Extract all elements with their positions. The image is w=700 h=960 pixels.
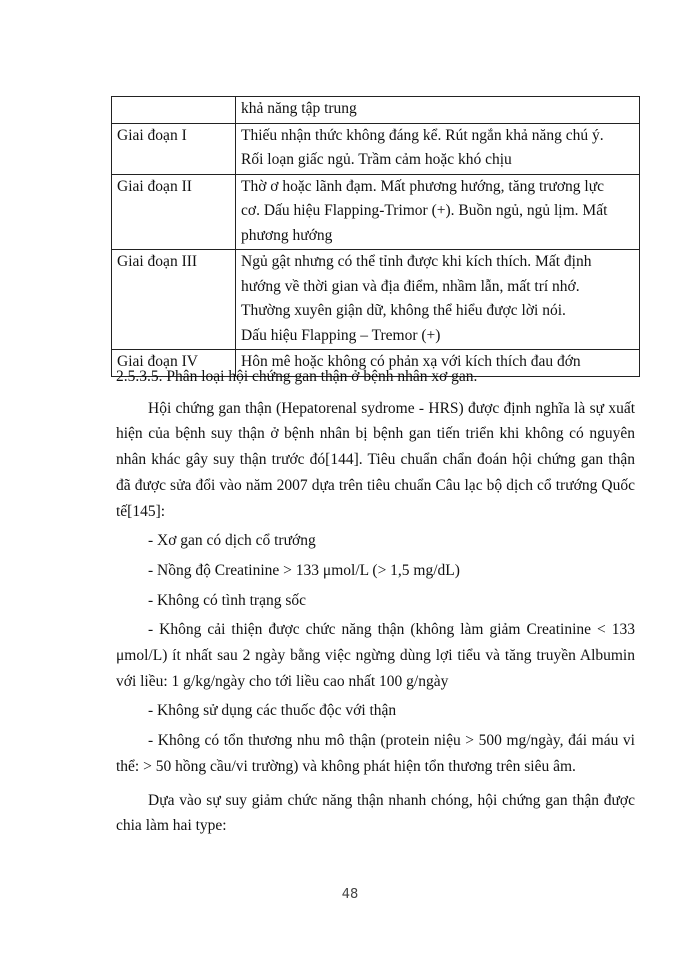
- stage-label: Giai đoạn I: [112, 123, 236, 174]
- table-row: [112, 250, 640, 350]
- stage-description: [236, 250, 640, 350]
- body-text: [116, 364, 635, 839]
- description-line: Thường xuyên giận dữ, không thể hiểu được lời nói.: [241, 302, 566, 319]
- criterion-item: - Không cải thiện được chức năng thận (không làm giảm Creatinine < 133 μmol/L) ít nhất sau 2 ngày bằng việc ngừng dùng lợi tiểu và tăng truyền Albumin với liều: 1 g/kg/ngày cho tới liều cao nhất 100 g/ngày: [116, 621, 635, 690]
- stage-label: Giai đoạn IV: [112, 350, 236, 377]
- description-line: Rối loạn giấc ngủ. Trầm cảm hoặc khó chịu: [241, 151, 512, 168]
- stage-label: Giai đoạn II: [112, 174, 236, 250]
- stage-label: Giai đoạn III: [112, 250, 236, 350]
- criterion-item: - Nồng độ Creatinine > 133 μmol/L (> 1,5 mg/dL): [148, 561, 460, 579]
- table-row: [112, 174, 640, 250]
- criterion-item: - Không có tình trạng sốc: [148, 591, 306, 609]
- stage-description: [236, 123, 640, 174]
- description-line: khả năng tập trung: [241, 100, 357, 117]
- stage-label: [112, 97, 236, 124]
- description-line: phương hướng: [241, 226, 333, 244]
- stage-description: [236, 97, 640, 124]
- description-line: cơ. Dấu hiệu Flapping-Trimor (+). Buồn ngủ, ngủ lịm. Mất: [241, 202, 608, 219]
- criterion-item: - Không sử dụng các thuốc độc với thận: [148, 702, 397, 720]
- closing-paragraph: Dựa vào sự suy giảm chức năng thận nhanh chóng, hội chứng gan thận được chia làm hai type:: [116, 791, 635, 835]
- table-row: [112, 123, 640, 174]
- intro-paragraph: Hội chứng gan thận (Hepatorenal sydrome - HRS) được định nghĩa là sự xuất hiện của bệnh suy thận ở bệnh nhân bị bệnh gan tiến triển khi không có nguyên nhân khác gây suy thận trước đó[144]. Tiêu chuẩn chẩn đoán hội chứng gan thận đã được sửa đổi vào năm 2007 dựa trên tiêu chuẩn Câu lạc bộ dịch cổ trướng Quốc tế[145]:: [116, 399, 635, 520]
- section-heading: 2.5.3.5. Phân loại hội chứng gan thận ở bệnh nhân xơ gan.: [116, 368, 478, 385]
- description-line: hướng về thời gian và địa điểm, nhầm lẫn, mất trí nhớ.: [241, 277, 580, 295]
- description-line: Thờ ơ hoặc lãnh đạm. Mất phương hướng, tăng trương lực: [241, 177, 604, 195]
- criterion-item: - Xơ gan có dịch cổ trướng: [148, 532, 316, 550]
- criterion-item: - Không có tổn thương nhu mô thận (protein niệu > 500 mg/ngày, đái máu vi thể: > 50 hồng cầu/vi trường) và không phát hiện tổn thương trên siêu âm.: [116, 732, 635, 775]
- description-line: Dấu hiệu Flapping – Tremor (+): [241, 326, 441, 344]
- table-row: [112, 97, 640, 124]
- encephalopathy-stage-table: [111, 96, 640, 377]
- page-number: 48: [341, 887, 359, 902]
- description-line: Thiếu nhận thức không đáng kể. Rút ngắn khả năng chú ý.: [241, 126, 604, 144]
- stage-description: [236, 174, 640, 250]
- description-line: Hôn mê hoặc không có phản xạ với kích thích đau đớn: [241, 353, 581, 370]
- description-line: Ngủ gật nhưng có thể tỉnh được khi kích thích. Mất định: [241, 253, 592, 270]
